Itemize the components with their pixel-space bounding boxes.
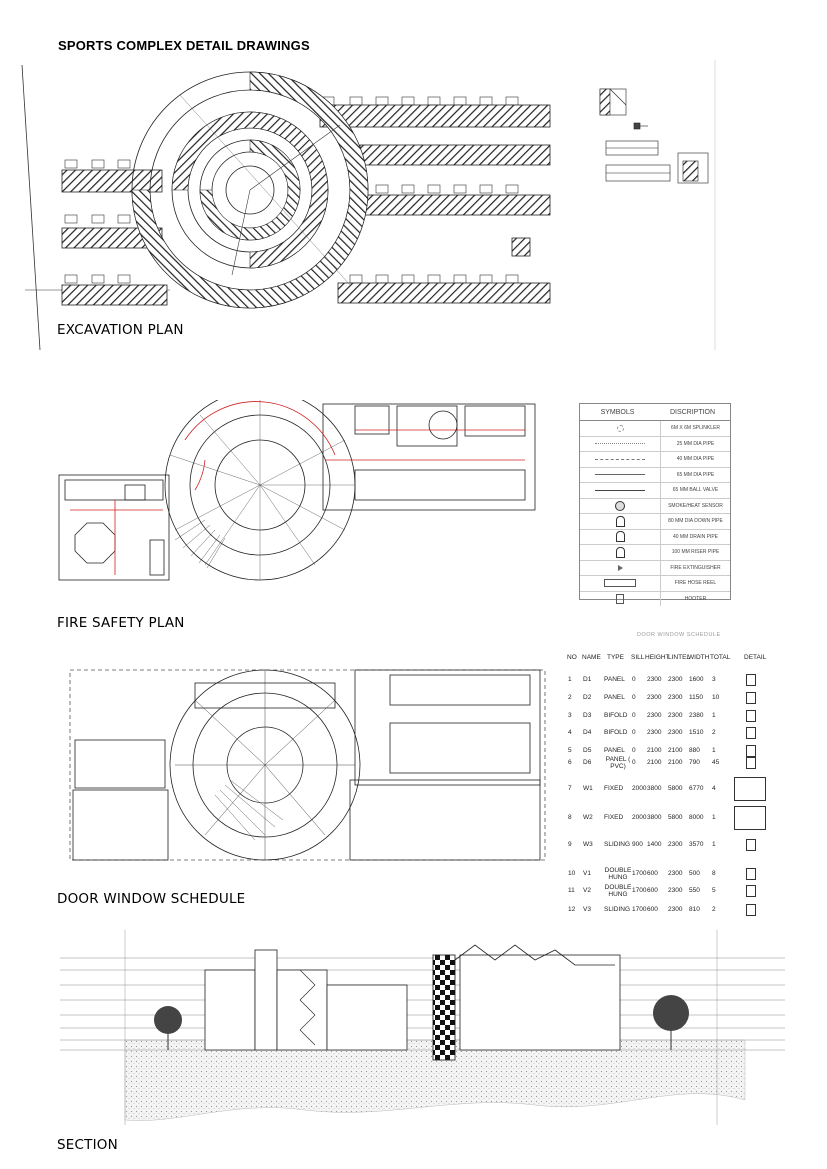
schedule-row	[562, 712, 772, 726]
schedule-row	[562, 756, 772, 773]
col-name: NAME	[582, 654, 601, 661]
detail-icon	[746, 710, 756, 722]
schedule-cell-type: PANEL	[604, 676, 625, 683]
schedule-row	[562, 694, 772, 708]
col-type: TYPE	[607, 654, 624, 661]
schedule-cell-sill: 1700	[632, 870, 647, 877]
legend-row: HOOTER	[580, 592, 730, 607]
schedule-cell-type: SLIDING	[604, 906, 631, 913]
detail-icon	[746, 745, 756, 757]
col-sill: SILL	[631, 654, 645, 661]
section-caption: SECTION	[57, 1137, 118, 1153]
schedule-cell-lintel: 5800	[668, 814, 683, 821]
schedule-cell-height: 1400	[647, 841, 662, 848]
detail-icon	[746, 757, 756, 769]
schedule-row	[562, 676, 772, 690]
legend-row: 25 MM DIA PIPE	[580, 437, 730, 453]
schedule-cell-height: 600	[647, 870, 658, 877]
schedule-cell-total: 1	[712, 712, 716, 719]
detail-icon	[746, 885, 756, 897]
legend-row: 40 MM DRAIN PIPE	[580, 530, 730, 546]
detail-icon	[746, 868, 756, 880]
schedule-cell-total: 4	[712, 785, 716, 792]
schedule-cell-width: 8000	[689, 814, 704, 821]
excavation-plan-caption: EXCAVATION PLAN	[57, 322, 184, 338]
schedule-cell-name: V3	[583, 906, 591, 913]
schedule-row	[562, 906, 772, 920]
schedule-cell-width: 880	[689, 747, 700, 754]
ball-valve-icon	[595, 490, 645, 491]
fire-extinguisher-icon	[618, 565, 623, 571]
schedule-cell-height: 600	[647, 887, 658, 894]
symbols-legend-header	[580, 404, 730, 421]
legend-row: 100 MM RISER PIPE	[580, 545, 730, 561]
schedule-cell-total: 2	[712, 906, 716, 913]
schedule-cell-total: 3	[712, 676, 716, 683]
pipe-line-icon	[595, 443, 645, 444]
col-total: TOTAL	[710, 654, 731, 661]
schedule-cell-name: W2	[583, 814, 593, 821]
detail-icon	[746, 674, 756, 686]
detail-icon	[746, 904, 756, 916]
schedule-title: DOOR WINDOW SCHEDULE	[637, 632, 721, 638]
schedule-cell-height: 2300	[647, 729, 662, 736]
col-lintel: LINTEL	[668, 654, 691, 661]
schedule-cell-total: 45	[712, 759, 720, 766]
schedule-cell-type: PANEL	[604, 747, 625, 754]
schedule-cell-width: 1150	[689, 694, 703, 701]
schedule-cell-lintel: 2300	[668, 906, 683, 913]
schedule-cell-no: 1	[568, 676, 572, 683]
legend-row: 80 MM DIA DOWN PIPE	[580, 514, 730, 530]
schedule-cell-width: 1600	[689, 676, 704, 683]
sprinkler-icon	[617, 425, 624, 432]
door-window-schedule-caption: DOOR WINDOW SCHEDULE	[57, 891, 246, 907]
schedule-cell-total: 2	[712, 729, 716, 736]
schedule-cell-no: 11	[568, 887, 575, 894]
schedule-cell-total: 8	[712, 870, 716, 877]
schedule-cell-sill: 0	[632, 759, 636, 766]
door-window-schedule-table	[562, 632, 772, 912]
schedule-row	[562, 785, 772, 799]
schedule-cell-total: 1	[712, 841, 716, 848]
drain-pipe-icon	[616, 531, 625, 542]
schedule-cell-no: 9	[568, 841, 572, 848]
schedule-cell-width: 6770	[689, 785, 704, 792]
schedule-cell-height: 2300	[647, 712, 662, 719]
detail-icon	[746, 727, 756, 739]
schedule-cell-type: SLIDING	[604, 841, 631, 848]
schedule-cell-sill: 0	[632, 712, 636, 719]
schedule-cell-height: 3800	[647, 785, 662, 792]
schedule-cell-type: DOUBLE HUNG	[604, 867, 632, 881]
sensor-icon	[615, 501, 625, 511]
schedule-row	[562, 729, 772, 743]
schedule-cell-height: 600	[647, 906, 658, 913]
schedule-cell-height: 2300	[647, 676, 662, 683]
schedule-cell-name: D6	[583, 759, 592, 766]
riser-pipe-icon	[616, 547, 625, 558]
symbols-legend-table	[579, 403, 731, 600]
schedule-cell-name: W1	[583, 785, 593, 792]
col-detail: DETAIL	[744, 654, 767, 661]
schedule-cell-lintel: 2300	[668, 694, 683, 701]
schedule-cell-name: D3	[583, 712, 592, 719]
pipe-line-icon	[595, 474, 645, 475]
schedule-cell-total: 1	[712, 814, 716, 821]
schedule-cell-sill: 1700	[632, 906, 647, 913]
schedule-cell-sill: 0	[632, 694, 636, 701]
legend-row: 6M X 6M SPLINKLER	[580, 421, 730, 437]
fire-safety-plan-caption: FIRE SAFETY PLAN	[57, 615, 185, 631]
schedule-cell-no: 4	[568, 729, 572, 736]
schedule-cell-sill: 0	[632, 676, 636, 683]
schedule-cell-no: 8	[568, 814, 572, 821]
schedule-cell-lintel: 2300	[668, 887, 683, 894]
detail-icon	[734, 806, 766, 830]
schedule-cell-name: V2	[583, 887, 591, 894]
schedule-cell-sill: 900	[632, 841, 643, 848]
detail-icon	[746, 839, 756, 851]
schedule-cell-lintel: 2100	[668, 747, 683, 754]
legend-row: 40 MM DIA PIPE	[580, 452, 730, 468]
page-title: SPORTS COMPLEX DETAIL DRAWINGS	[58, 38, 310, 53]
schedule-row	[562, 884, 772, 901]
schedule-cell-no: 7	[568, 785, 572, 792]
schedule-cell-lintel: 2300	[668, 729, 683, 736]
down-pipe-icon	[616, 516, 625, 527]
schedule-cell-sill: 1700	[632, 887, 647, 894]
col-width: WIDTH	[688, 654, 710, 661]
schedule-cell-total: 5	[712, 887, 716, 894]
schedule-cell-height: 2100	[647, 747, 662, 754]
schedule-cell-name: D4	[583, 729, 592, 736]
schedule-cell-name: D2	[583, 694, 592, 701]
pipe-line-icon	[595, 459, 645, 460]
schedule-cell-width: 3570	[689, 841, 704, 848]
fire-safety-plan-drawing	[55, 400, 545, 610]
schedule-cell-no: 3	[568, 712, 572, 719]
schedule-cell-height: 2300	[647, 694, 662, 701]
schedule-cell-type: DOUBLE HUNG	[604, 884, 632, 898]
schedule-cell-sill: 2000	[632, 785, 647, 792]
symbols-column-header: SYMBOLS	[600, 408, 635, 416]
schedule-cell-type: BIFOLD	[604, 729, 628, 736]
schedule-cell-width: 810	[689, 906, 700, 913]
schedule-cell-sill: 0	[632, 729, 636, 736]
detail-icon	[746, 692, 756, 704]
schedule-cell-no: 5	[568, 747, 572, 754]
schedule-cell-width: 790	[689, 759, 700, 766]
col-height: HEIGHT	[645, 654, 670, 661]
legend-row: FIRE EXTINGUISHER	[580, 561, 730, 577]
schedule-row	[562, 867, 772, 884]
description-column-header: DISCRIPTION	[669, 408, 716, 416]
col-no: NO	[567, 654, 577, 661]
door-window-plan-drawing	[65, 655, 550, 875]
schedule-cell-height: 2100	[647, 759, 662, 766]
legend-row: 65 MM BALL VALVE	[580, 483, 730, 499]
schedule-cell-no: 2	[568, 694, 572, 701]
schedule-cell-type: PANEL	[604, 694, 625, 701]
section-drawing	[55, 925, 795, 1140]
schedule-header	[562, 654, 772, 666]
legend-row: SMOKE/HEAT SENSOR	[580, 499, 730, 515]
schedule-cell-width: 2380	[689, 712, 704, 719]
schedule-cell-lintel: 2100	[668, 759, 683, 766]
schedule-cell-lintel: 2300	[668, 870, 683, 877]
legend-row: 65 MM DIA PIPE	[580, 468, 730, 484]
schedule-cell-lintel: 2300	[668, 676, 683, 683]
schedule-cell-type: FIXED	[604, 785, 624, 792]
schedule-cell-name: V1	[583, 870, 591, 877]
schedule-cell-sill: 0	[632, 747, 636, 754]
schedule-cell-total: 10	[712, 694, 720, 701]
schedule-cell-lintel: 2300	[668, 841, 683, 848]
hooter-icon	[616, 594, 624, 604]
excavation-plan-drawing	[20, 55, 720, 355]
schedule-cell-no: 6	[568, 759, 572, 766]
schedule-cell-lintel: 5800	[668, 785, 683, 792]
schedule-row	[562, 841, 772, 855]
detail-icon	[734, 777, 766, 801]
schedule-cell-type: FIXED	[604, 814, 624, 821]
legend-row: FIRE HOSE REEL	[580, 576, 730, 592]
schedule-cell-sill: 2000	[632, 814, 647, 821]
schedule-cell-type: PANEL ( PVC)	[605, 756, 631, 770]
schedule-cell-height: 3800	[647, 814, 662, 821]
schedule-cell-name: D5	[583, 747, 592, 754]
schedule-cell-type: BIFOLD	[604, 712, 628, 719]
schedule-row	[562, 814, 772, 828]
schedule-cell-no: 12	[568, 906, 576, 913]
schedule-cell-width: 500	[689, 870, 700, 877]
schedule-cell-total: 1	[712, 747, 716, 754]
schedule-cell-name: W3	[583, 841, 593, 848]
schedule-cell-width: 1510	[689, 729, 704, 736]
schedule-cell-width: 550	[689, 887, 700, 894]
fire-hose-reel-icon	[604, 579, 636, 587]
schedule-cell-lintel: 2300	[668, 712, 683, 719]
schedule-cell-name: D1	[583, 676, 592, 683]
schedule-cell-no: 10	[568, 870, 576, 877]
